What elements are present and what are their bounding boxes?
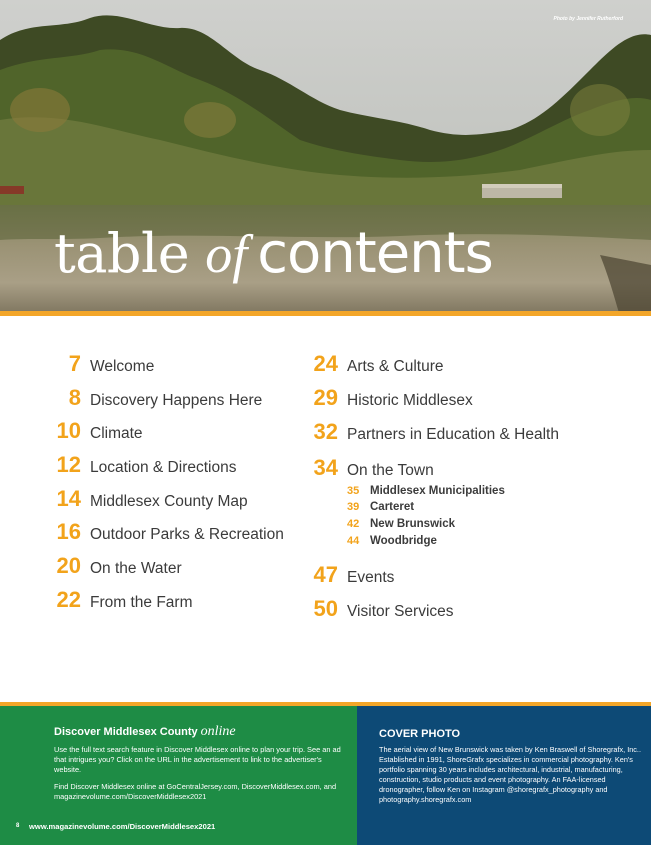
toc-page-number: 50 bbox=[313, 596, 338, 621]
online-panel-title-italic: online bbox=[200, 724, 236, 739]
toc-sub-entry[interactable] bbox=[347, 501, 414, 513]
page-number: 8 bbox=[16, 823, 20, 829]
toc-sub-entry-title: New Brunswick bbox=[370, 518, 455, 530]
toc-page-number: 12 bbox=[56, 452, 81, 477]
toc-page-number: 32 bbox=[313, 419, 338, 444]
toc-page-number: 24 bbox=[313, 351, 338, 376]
cover-photo-panel-body: The aerial view of New Brunswick was taken by Ken Braswell of Shoregrafx, Inc.. Established in 1991, ShoreGrafx specializes in commercial photography. Ken's portfolio spanning 30 years includes architectural, industrial, manufacturing, construction, studio products and event photography. An FAA-licensed dronographer, follow Ken on Instagram @shoregrafx_photography and photography.shoregrafx.com bbox=[379, 745, 641, 804]
cover-photo-panel bbox=[357, 706, 651, 845]
toc-page-number: 20 bbox=[56, 553, 81, 578]
toc-sub-entry[interactable] bbox=[347, 485, 505, 497]
cover-photo-panel-title: COVER PHOTO bbox=[379, 728, 461, 740]
online-panel-title-main: Discover Middlesex County bbox=[54, 726, 198, 738]
toc-sub-page-number: 42 bbox=[347, 518, 360, 530]
toc-entry-title: Partners in Education & Health bbox=[347, 426, 559, 443]
toc-entry-title: On the Water bbox=[90, 560, 182, 577]
magazine-url-link[interactable]: www.magazinevolume.com/DiscoverMiddlesex2021 bbox=[29, 822, 216, 831]
page-title-word-of: of bbox=[205, 224, 248, 284]
toc-page-number: 14 bbox=[56, 486, 81, 511]
toc-entry-title: Discovery Happens Here bbox=[90, 392, 263, 409]
toc-sub-page-number: 35 bbox=[347, 485, 360, 497]
toc-entry[interactable] bbox=[54, 351, 154, 377]
toc-page-number: 7 bbox=[68, 351, 81, 376]
toc-entry-title: Visitor Services bbox=[347, 603, 454, 620]
toc-entry[interactable] bbox=[310, 385, 473, 411]
toc-entry-title: Middlesex County Map bbox=[90, 493, 248, 510]
toc-entry[interactable] bbox=[310, 351, 443, 377]
toc-page-number: 16 bbox=[56, 519, 81, 544]
toc-entry[interactable] bbox=[310, 455, 434, 481]
cover-photo bbox=[0, 0, 651, 316]
toc-sub-entry-title: Woodbridge bbox=[370, 535, 437, 547]
toc-entry-title: On the Town bbox=[347, 462, 434, 479]
toc-entry[interactable] bbox=[310, 562, 394, 588]
toc-entry-title: Location & Directions bbox=[90, 459, 237, 476]
toc-entry[interactable] bbox=[54, 385, 262, 411]
toc-entry-title: Arts & Culture bbox=[347, 358, 444, 375]
online-panel-paragraph: Find Discover Middlesex online at GoCentralJersey.com, DiscoverMiddlesex.com, and magazinevolume.com/DiscoverMiddlesex2021 bbox=[54, 782, 337, 801]
toc-entry-title: Historic Middlesex bbox=[347, 392, 473, 409]
toc-entry[interactable] bbox=[310, 419, 559, 445]
toc-entry-title: Welcome bbox=[90, 358, 155, 375]
toc-page-number: 22 bbox=[56, 587, 81, 612]
page-title bbox=[54, 221, 493, 301]
toc-page-number: 8 bbox=[68, 385, 81, 410]
header-divider bbox=[0, 311, 651, 316]
toc-sub-page-number: 39 bbox=[347, 501, 360, 513]
toc-page-number: 29 bbox=[313, 385, 338, 410]
photo-credit: Photo by Jennifer Rutherford bbox=[553, 16, 623, 22]
toc-sub-entry-title: Carteret bbox=[370, 501, 415, 513]
toc-entry[interactable] bbox=[54, 553, 182, 579]
online-info-panel bbox=[0, 706, 357, 845]
toc-entry-title: Events bbox=[347, 569, 395, 586]
online-panel-title bbox=[54, 724, 236, 740]
toc-entry-title: From the Farm bbox=[90, 594, 193, 611]
toc-sub-entry[interactable] bbox=[347, 535, 437, 547]
page-title-word-contents: contents bbox=[257, 221, 493, 286]
toc-page-number: 34 bbox=[313, 455, 338, 480]
toc-entry[interactable] bbox=[54, 519, 284, 545]
toc-page-number: 47 bbox=[313, 562, 338, 587]
toc-page-number: 10 bbox=[56, 418, 81, 443]
page-title-word-table: table bbox=[54, 222, 190, 285]
toc-entry[interactable] bbox=[54, 587, 192, 613]
online-panel-paragraph: Use the full text search feature in Discover Middlesex online to plan your trip. See an ad that intrigues you? Click on the URL in the advertisement to link to the advertiser's website. bbox=[54, 745, 341, 774]
toc-sub-entry-title: Middlesex Municipalities bbox=[370, 485, 505, 497]
toc-entry[interactable] bbox=[54, 418, 143, 444]
toc-entry-title: Climate bbox=[90, 425, 143, 442]
toc-sub-page-number: 44 bbox=[347, 535, 360, 547]
toc-entry-title: Outdoor Parks & Recreation bbox=[90, 526, 284, 543]
toc-entry[interactable] bbox=[54, 452, 236, 478]
toc-entry[interactable] bbox=[310, 596, 454, 622]
toc-sub-entry[interactable] bbox=[347, 518, 455, 530]
toc-entry[interactable] bbox=[54, 486, 248, 512]
